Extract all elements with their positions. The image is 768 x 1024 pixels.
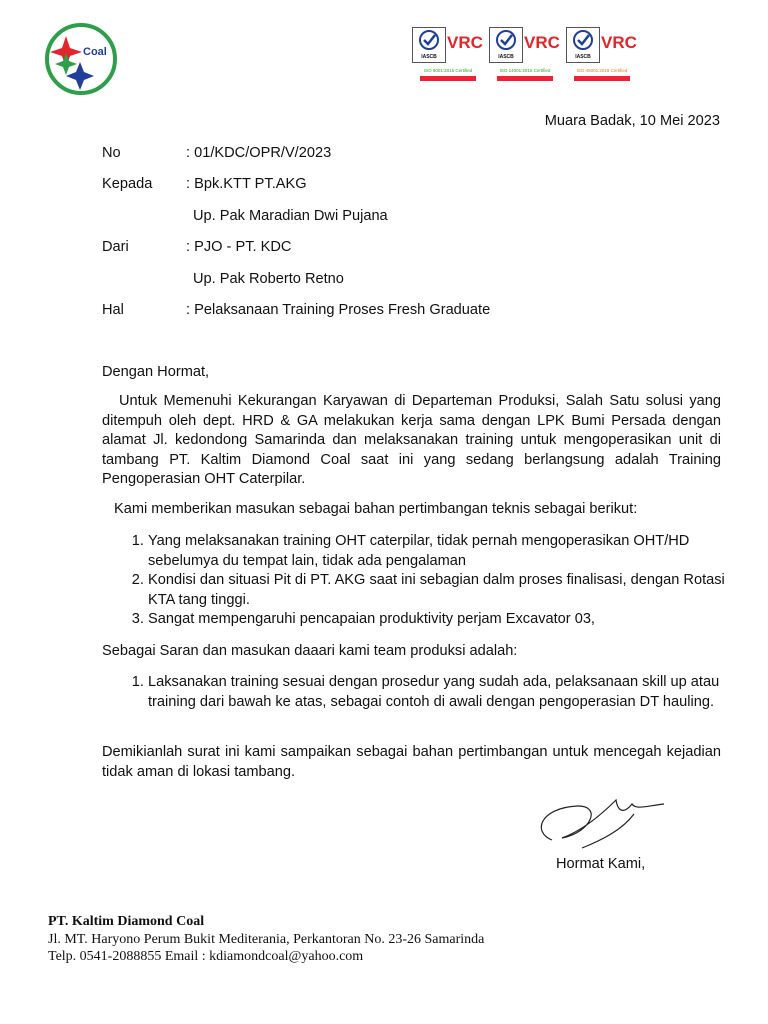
field-label: Dari (102, 239, 129, 255)
cert-number-bar (574, 76, 630, 81)
handwritten-signature (522, 790, 672, 854)
field-label: Hal (102, 302, 124, 318)
footer-contact: Telp. 0541-2088855 Email : kdiamondcoal@yahoo.com (48, 949, 364, 964)
list-item: 2. Kondisi dan situasi Pit di PT. AKG saat ini sebagian dalm proses finalisasi, dengan Rotasi KTA tang tinggi. (148, 571, 752, 610)
paragraph-intro: Untuk Memenuhi Kekurangan Karyawan di Departeman Produksi, Salah Satu solusi yang ditempuh oleh dept. HRD & GA melakukan kerja sama dengan LPK Bumi Persada dengan alamat Jl. kedondong Samarinda dan melaksanakan training untuk mengoperasikan unit di tambang PT. Kaltim Diamond Coal saat ini yang sedang berlangsung adalah Training Pengoperasian OHT Caterpilar. (102, 393, 721, 487)
closing-salutation: Hormat Kami, (556, 856, 646, 872)
company-logo (44, 22, 118, 96)
technical-points-list (102, 532, 752, 630)
cert-number-bar (420, 76, 476, 81)
field-value: : Bpk.KTT PT.AKG (186, 176, 307, 192)
suggestion-list (102, 673, 752, 712)
vrc-logo (600, 24, 638, 64)
list-item: 1. Yang melaksanakan training OHT caterpilar, tidak pernah mengoperasikan OHT/HD sebelumya du tempat lain, tidak ada pengalaman (148, 532, 752, 571)
list-item: 3. Sangat mempengaruhi pencapaian produktivity perjam Excavator 03, (148, 610, 752, 630)
field-value: : PJO - PT. KDC (186, 239, 292, 255)
checkmark-icon (413, 28, 445, 52)
iascb-logo: IASCB (566, 27, 600, 63)
iso-label: ISO 14001:2015 Certified (499, 68, 551, 73)
field-label: Kepada (102, 176, 153, 192)
vrc-logo (523, 24, 561, 64)
footer-company: PT. Kaltim Diamond Coal (48, 914, 205, 929)
list-item: 1. Laksanakan training sesuai dengan prosedur yang sudah ada, pelaksanaan skill up atau training dari bawah ke atas, sebagai contoh di awali dengan pengoperasian DT hauling. (148, 673, 752, 712)
vrc-logo (446, 24, 484, 64)
paragraph-closing: Demikianlah surat ini kami sampaikan sebagai bahan pertimbangan untuk mencegah kejadian tidak aman di lokasi tambang. (102, 744, 721, 780)
certification-badge (412, 24, 484, 86)
iascb-logo: IASCB (412, 27, 446, 63)
certification-badge (566, 24, 638, 86)
iso-label: ISO 9001:2015 Certified (423, 68, 473, 73)
checkmark-icon (567, 28, 599, 52)
paragraph-input: Kami memberikan masukan sebagai bahan pertimbangan teknis sebagai berikut: (114, 501, 638, 517)
certification-badge (489, 24, 561, 86)
letter-date: Muara Badak, 10 Mei 2023 (544, 113, 720, 129)
svg-text:VRC: VRC (601, 33, 637, 52)
iascb-logo: IASCB (489, 27, 523, 63)
iso-label: ISO 45001:2018 Certified (576, 68, 628, 73)
field-dari-attention: Up. Pak Roberto Retno (193, 271, 344, 287)
logo-text: Coal (83, 46, 107, 58)
greeting: Dengan Hormat, (102, 364, 210, 380)
svg-text:VRC: VRC (524, 33, 560, 52)
footer-address: Jl. MT. Haryono Perum Bukit Mediterania, Perkantoran No. 23-26 Samarinda (48, 932, 485, 947)
svg-text:VRC: VRC (447, 33, 483, 52)
cert-number-bar (497, 76, 553, 81)
field-value: : Pelaksanaan Training Proses Fresh Graduate (186, 302, 491, 318)
field-label: No (102, 145, 121, 161)
field-value: : 01/KDC/OPR/V/2023 (186, 145, 332, 161)
field-kepada-attention: Up. Pak Maradian Dwi Pujana (193, 208, 388, 224)
checkmark-icon (490, 28, 522, 52)
paragraph-suggestion: Sebagai Saran dan masukan daaari kami team produksi adalah: (102, 643, 518, 659)
